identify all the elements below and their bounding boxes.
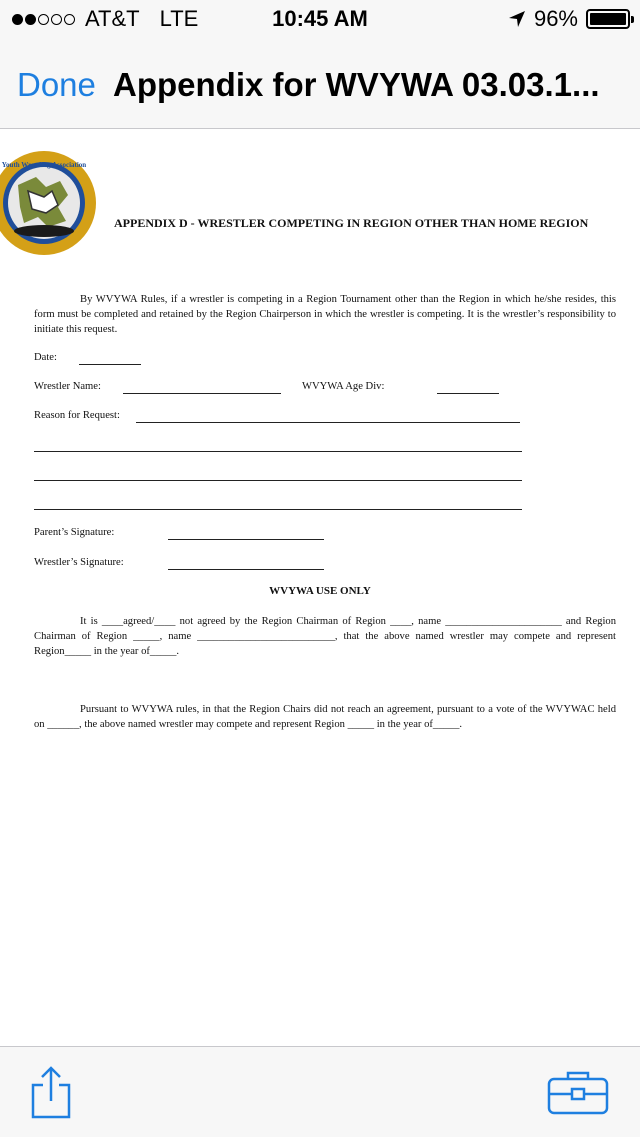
intro-paragraph: By WVYWA Rules, if a wrestler is competing in a Region Tournament other than the Region in which he/she resides, this form must be completed and retained by the Region Chairperson in which the wrestler is competing. It is the wrestler’s responsibility to initiate this request. (34, 294, 616, 335)
wrestler-signature-label: Wrestler’s Signature: (34, 557, 124, 568)
status-bar (0, 0, 640, 40)
network-label: LTE (159, 6, 199, 31)
navigation-bar (0, 40, 640, 129)
battery-icon (586, 9, 630, 29)
use-only-heading: WVYWA USE ONLY (269, 585, 371, 597)
location-arrow-icon (508, 10, 526, 28)
share-icon[interactable] (28, 1065, 74, 1121)
wrestler-name-label: Wrestler Name: (34, 381, 101, 392)
done-button[interactable]: Done (17, 66, 96, 103)
agreement-paragraph: It is ____agreed/____ not agreed by the Region Chairman of Region ____, name ______________________ and Region Chairman of Region _____, name __________________________, that the above named wrestler may compete and represent Region_____ in the year of_____. (34, 616, 616, 657)
document-title: Appendix for WVYWA 03.03.1... (113, 66, 600, 103)
logo-text: Youth Wrestling Association (1, 161, 87, 169)
reason-field-line-4[interactable] (34, 509, 522, 510)
status-right (508, 6, 630, 32)
reason-label: Reason for Request: (34, 410, 120, 421)
parent-signature-label: Parent’s Signature: (34, 527, 115, 538)
wrestler-name-field[interactable] (123, 393, 281, 394)
age-div-field[interactable] (437, 393, 499, 394)
battery-percent: 96% (533, 6, 578, 31)
status-time: 10:45 AM (272, 6, 368, 31)
document-page[interactable] (0, 129, 640, 1046)
date-label: Date: (34, 352, 57, 363)
age-div-label: WVYWA Age Div: (302, 381, 385, 392)
vote-paragraph: Pursuant to WVYWA rules, in that the Region Chairs did not reach an agreement, pursuant to a vote of the WVYWAC held on ______, the above named wrestler may compete and represent Region _____ in the year of_____. (34, 704, 616, 730)
reason-field-line-3[interactable] (34, 480, 522, 481)
wvywa-logo (0, 147, 100, 259)
parent-signature-field[interactable] (168, 539, 324, 540)
reason-field-line-2[interactable] (34, 451, 522, 452)
reason-field-line-1[interactable] (136, 422, 520, 423)
appendix-title: APPENDIX D - WRESTLER COMPETING IN REGION OTHER THAN HOME REGION (114, 216, 589, 230)
wrestler-signature-field[interactable] (168, 569, 324, 570)
bottom-toolbar (0, 1046, 640, 1137)
toolbox-icon[interactable] (546, 1069, 610, 1117)
date-field[interactable] (79, 364, 141, 365)
carrier-label: AT&T (85, 6, 140, 31)
